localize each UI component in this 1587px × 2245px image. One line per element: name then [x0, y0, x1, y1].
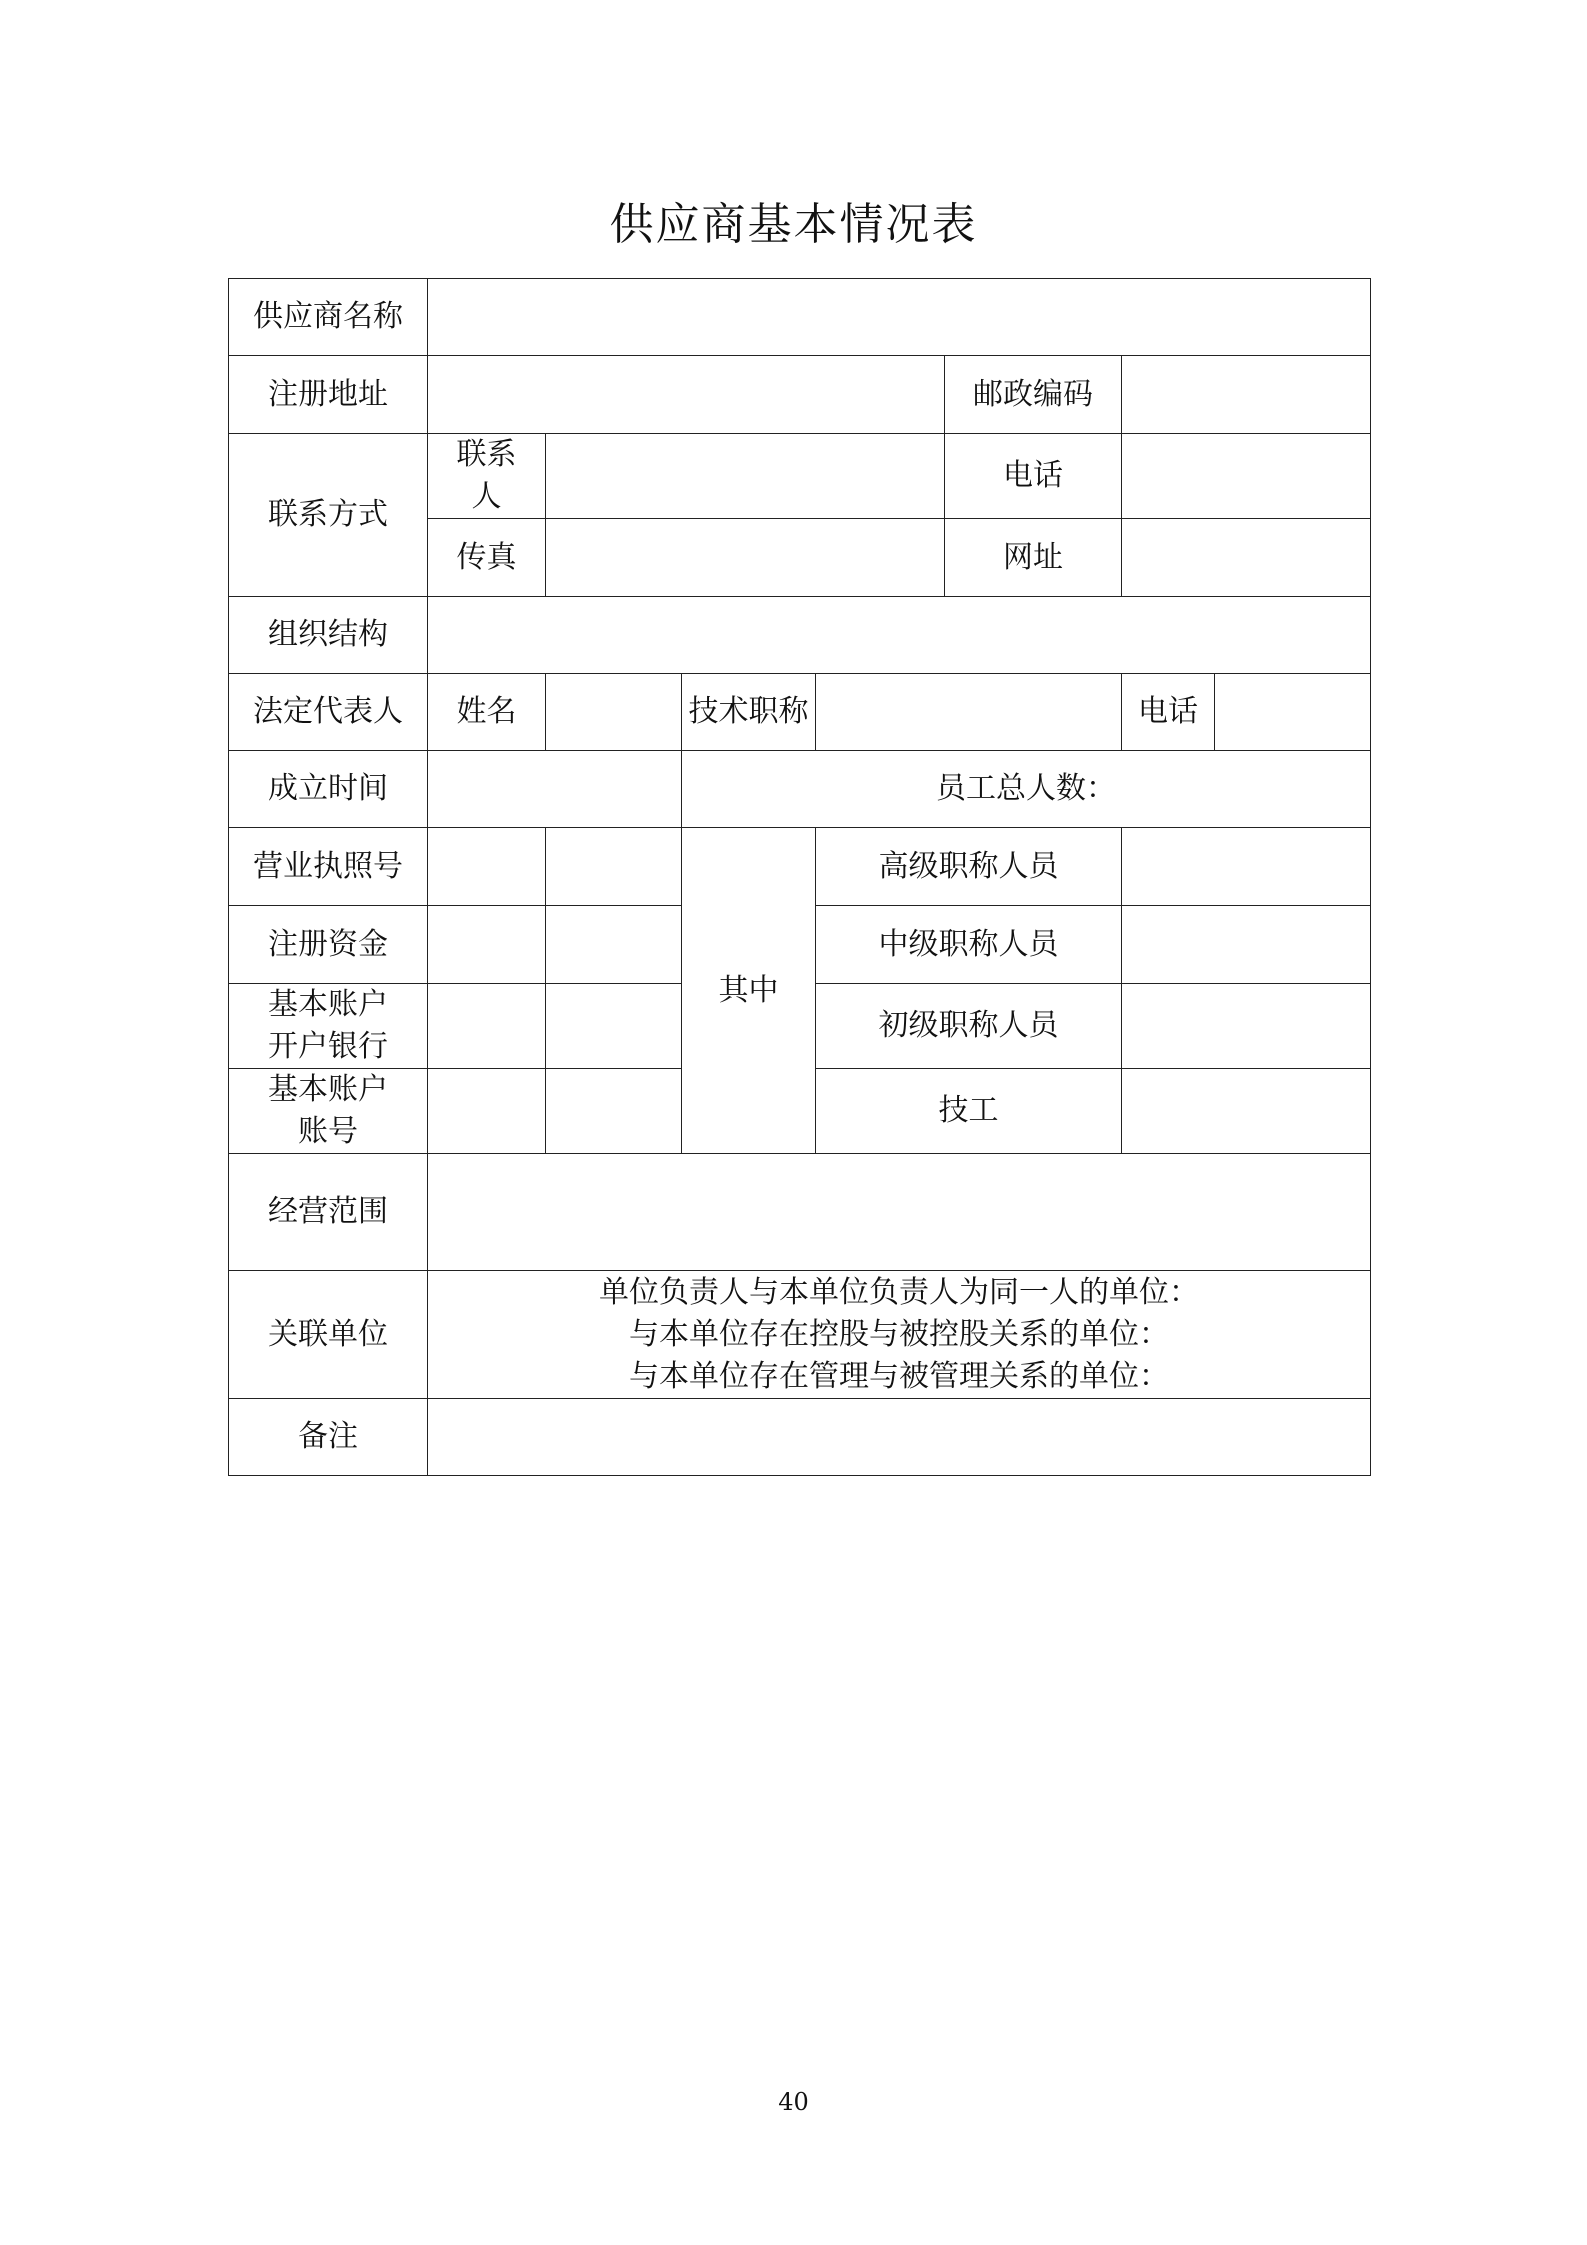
field-reg-address[interactable] [428, 356, 945, 434]
label-supplier-name: 供应商名称 [229, 279, 428, 356]
label-postal-code: 邮政编码 [945, 356, 1122, 434]
row-supplier-name [229, 279, 1371, 356]
label-contact-person [428, 434, 546, 519]
label-of-which: 其中 [682, 828, 816, 1154]
page-number: 40 [778, 2088, 809, 2116]
field-postal-code[interactable] [1122, 356, 1371, 434]
label-org-structure: 组织结构 [229, 597, 428, 674]
label-technicians: 技工 [816, 1069, 1122, 1154]
field-fax[interactable] [546, 519, 945, 597]
field-license-no-b[interactable] [546, 828, 682, 906]
field-account-a[interactable] [428, 1069, 546, 1154]
field-business-scope[interactable] [428, 1154, 1371, 1271]
field-junior-staff[interactable] [1122, 984, 1371, 1069]
field-reg-capital-a[interactable] [428, 906, 546, 984]
field-mid-staff[interactable] [1122, 906, 1371, 984]
field-reg-capital-b[interactable] [546, 906, 682, 984]
label-mid-staff: 中级职称人员 [816, 906, 1122, 984]
field-bank-b[interactable] [546, 984, 682, 1069]
affiliated-line-2: 与本单位存在控股与被控股关系的单位： [629, 1316, 1170, 1352]
label-bank-line1: 基本账户 [268, 987, 388, 1022]
label-legal-phone: 电话 [1122, 674, 1215, 751]
row-founded [229, 751, 1371, 828]
row-legal-rep [229, 674, 1371, 751]
field-website[interactable] [1122, 519, 1371, 597]
field-affiliated [428, 1271, 1371, 1399]
label-contact-method: 联系方式 [229, 434, 428, 597]
field-phone[interactable] [1122, 434, 1371, 519]
label-license-no: 营业执照号 [229, 828, 428, 906]
label-founded: 成立时间 [229, 751, 428, 828]
row-remarks [229, 1399, 1371, 1476]
label-website: 网址 [945, 519, 1122, 597]
label-account-line2: 账号 [298, 1114, 358, 1149]
label-fax: 传真 [428, 519, 546, 597]
field-supplier-name[interactable] [428, 279, 1371, 356]
field-account-b[interactable] [546, 1069, 682, 1154]
row-contact-person [229, 434, 1371, 519]
label-total-staff: 员工总人数： [682, 751, 1371, 828]
field-license-no-a[interactable] [428, 828, 546, 906]
label-junior-staff: 初级职称人员 [816, 984, 1122, 1069]
field-contact-person[interactable] [546, 434, 945, 519]
field-senior-staff[interactable] [1122, 828, 1371, 906]
affiliated-line-1: 单位负责人与本单位负责人为同一人的单位： [599, 1274, 1200, 1310]
row-reg-address [229, 356, 1371, 434]
field-technicians[interactable] [1122, 1069, 1371, 1154]
label-phone: 电话 [945, 434, 1122, 519]
label-affiliated: 关联单位 [229, 1271, 428, 1399]
row-org-structure [229, 597, 1371, 674]
field-legal-phone[interactable] [1215, 674, 1371, 751]
label-account-line1: 基本账户 [268, 1072, 388, 1107]
field-name[interactable] [546, 674, 682, 751]
label-contact-person-line1: 联系 [456, 437, 517, 472]
field-remarks[interactable] [428, 1399, 1371, 1476]
label-reg-capital: 注册资金 [229, 906, 428, 984]
page-title: 供应商基本情况表 [609, 199, 978, 250]
label-name: 姓名 [428, 674, 546, 751]
supplier-info-table [228, 278, 1371, 1476]
label-contact-person-line2: 人 [471, 479, 502, 514]
row-business-scope [229, 1154, 1371, 1271]
label-legal-rep: 法定代表人 [229, 674, 428, 751]
field-founded[interactable] [428, 751, 682, 828]
field-bank-a[interactable] [428, 984, 546, 1069]
label-bank-line2: 开户银行 [268, 1029, 388, 1064]
label-reg-address: 注册地址 [229, 356, 428, 434]
affiliated-line-3: 与本单位存在管理与被管理关系的单位： [629, 1358, 1170, 1394]
field-org-structure[interactable] [428, 597, 1371, 674]
row-license-no [229, 828, 1371, 906]
label-account [229, 1069, 428, 1154]
field-tech-title[interactable] [816, 674, 1122, 751]
label-tech-title: 技术职称 [682, 674, 816, 751]
label-bank [229, 984, 428, 1069]
label-business-scope: 经营范围 [229, 1154, 428, 1271]
label-remarks: 备注 [229, 1399, 428, 1476]
row-affiliated [229, 1271, 1371, 1399]
label-senior-staff: 高级职称人员 [816, 828, 1122, 906]
